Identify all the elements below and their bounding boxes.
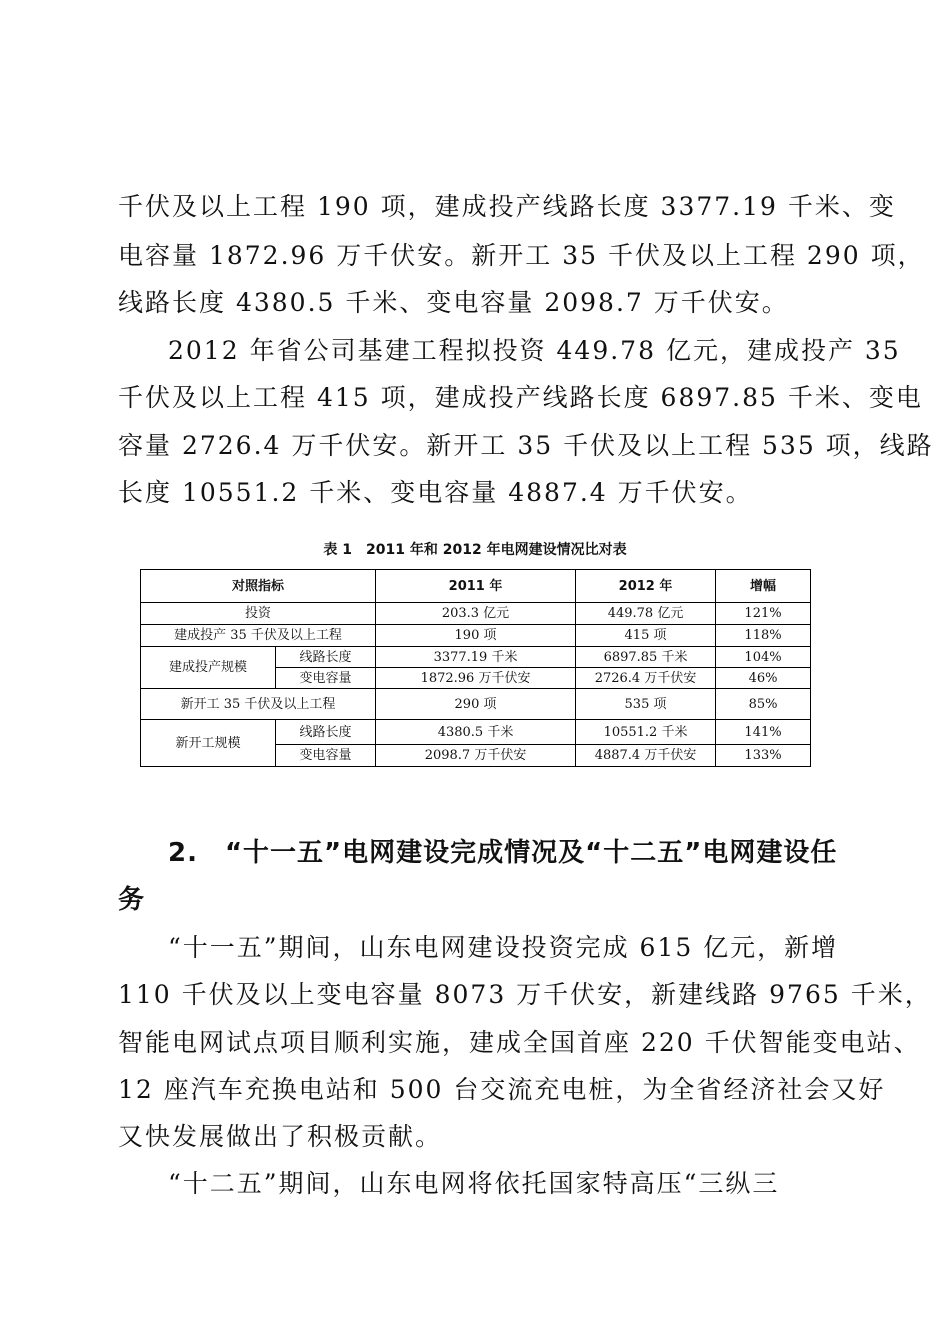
completed-capacity-growth: 46% <box>716 668 811 689</box>
header-indicator: 对照指标 <box>141 570 376 603</box>
paragraph-2-line-3: 容量 2726.4 万千伏安。新开工 35 千伏及以上工程 535 项，线路 <box>118 431 934 460</box>
table-row-investment <box>141 603 811 625</box>
new-line-length-2012: 10551.2 千米 <box>576 720 716 745</box>
paragraph-2-line-4: 长度 10551.2 千米、变电容量 4887.4 万千伏安。 <box>118 478 753 507</box>
paragraph-2-line-2: 千伏及以上工程 415 项，建成投产线路长度 6897.85 千米、变电 <box>118 383 923 412</box>
investment-2011: 203.3 亿元 <box>376 603 576 625</box>
section-2-para-1-line-2: 110 千伏及以上变电容量 8073 万千伏安，新建线路 9765 千米， <box>118 980 932 1009</box>
section-2-para-1-line-3: 智能电网试点项目顺利实施，建成全国首座 220 千伏智能变电站、 <box>118 1028 921 1057</box>
table-caption: 表 1 2011 年和 2012 年电网建设情况比对表 <box>323 542 627 558</box>
header-growth: 增幅 <box>716 570 811 603</box>
paragraph-1-line-3: 线路长度 4380.5 千米、变电容量 2098.7 万千伏安。 <box>118 288 789 317</box>
header-2012: 2012 年 <box>576 570 716 603</box>
completed-projects-label: 建成投产 35 千伏及以上工程 <box>141 625 376 647</box>
section-2-heading-line-1: 2. “十一五”电网建设完成情况及“十二五”电网建设任 <box>168 838 838 868</box>
new-line-length-2011: 4380.5 千米 <box>376 720 576 745</box>
investment-2012: 449.78 亿元 <box>576 603 716 625</box>
section-2-para-1-line-5: 又快发展做出了积极贡献。 <box>118 1122 443 1151</box>
section-2-para-2-line-1: “十二五”期间，山东电网将依托国家特高压“三纵三 <box>168 1169 780 1198</box>
completed-scale-label: 建成投产规模 <box>141 647 276 689</box>
paragraph-1-line-1: 千伏及以上工程 190 项，建成投产线路长度 3377.19 千米、变 <box>118 192 896 221</box>
table-row-completed-line-length <box>141 647 811 668</box>
new-capacity-growth: 133% <box>716 745 811 767</box>
investment-growth: 121% <box>716 603 811 625</box>
completed-projects-2011: 190 项 <box>376 625 576 647</box>
section-2-heading-line-2: 务 <box>118 885 146 915</box>
section-2-para-1-line-4: 12 座汽车充换电站和 500 台交流充电桩，为全省经济社会又好 <box>118 1075 886 1104</box>
table-header-row <box>141 570 811 603</box>
paragraph-2-line-1: 2012 年省公司基建工程拟投资 449.78 亿元，建成投产 35 <box>168 336 901 365</box>
new-capacity-2011: 2098.7 万千伏安 <box>376 745 576 767</box>
section-2-para-1-line-1: “十一五”期间，山东电网建设投资完成 615 亿元，新增 <box>168 933 839 962</box>
investment-label: 投资 <box>141 603 376 625</box>
completed-projects-2012: 415 项 <box>576 625 716 647</box>
completed-capacity-2012: 2726.4 万千伏安 <box>576 668 716 689</box>
new-projects-label: 新开工 35 千伏及以上工程 <box>141 689 376 720</box>
new-scale-label: 新开工规模 <box>141 720 276 767</box>
new-projects-growth: 85% <box>716 689 811 720</box>
new-projects-2012: 535 项 <box>576 689 716 720</box>
paragraph-1-line-2: 电容量 1872.96 万千伏安。新开工 35 千伏及以上工程 290 项， <box>118 241 925 270</box>
header-2011: 2011 年 <box>376 570 576 603</box>
completed-capacity-label: 变电容量 <box>276 668 376 689</box>
completed-line-length-2012: 6897.85 千米 <box>576 647 716 668</box>
new-projects-2011: 290 项 <box>376 689 576 720</box>
completed-line-length-label: 线路长度 <box>276 647 376 668</box>
new-capacity-label: 变电容量 <box>276 745 376 767</box>
table-row-completed-projects <box>141 625 811 647</box>
new-line-length-growth: 141% <box>716 720 811 745</box>
comparison-table <box>140 569 811 767</box>
new-capacity-2012: 4887.4 万千伏安 <box>576 745 716 767</box>
completed-capacity-2011: 1872.96 万千伏安 <box>376 668 576 689</box>
table-row-new-projects <box>141 689 811 720</box>
completed-line-length-growth: 104% <box>716 647 811 668</box>
table-row-new-line-length <box>141 720 811 745</box>
new-line-length-label: 线路长度 <box>276 720 376 745</box>
completed-projects-growth: 118% <box>716 625 811 647</box>
completed-line-length-2011: 3377.19 千米 <box>376 647 576 668</box>
